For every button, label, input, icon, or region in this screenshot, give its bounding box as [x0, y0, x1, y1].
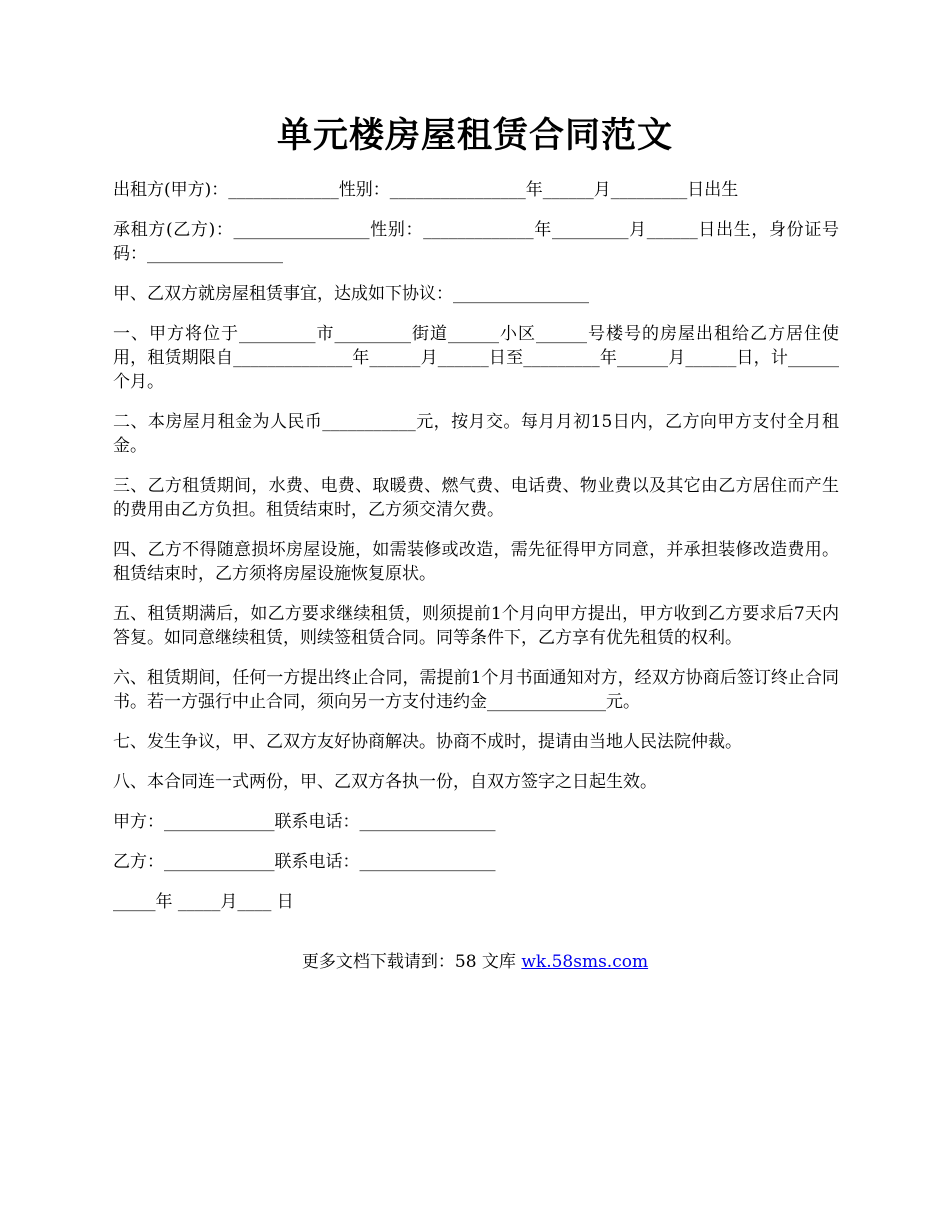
- clause-4: 四、乙方不得随意损坏房屋设施，如需装修或改造，需先征得甲方同意，并承担装修改造费用。租赁结束时，乙方须将房屋设施恢复原状。: [113, 540, 839, 584]
- clause-6: 六、租赁期间，任何一方提出终止合同，需提前1个月书面通知对方，经双方协商后签订终止合同书。若一方强行中止合同，须向另一方支付违约金______________元。: [113, 668, 839, 712]
- party-b-signature: 乙方：_____________联系电话：________________: [113, 852, 496, 872]
- clause-7: 七、发生争议，甲、乙双方友好协商解决。协商不成时，提请由当地人民法院仲裁。: [113, 732, 742, 752]
- footer-prefix: 更多文档下载请到：58 文库: [301, 952, 522, 972]
- clause-8: 八、本合同连一式两份，甲、乙双方各执一份，自双方签字之日起生效。: [113, 772, 657, 792]
- signing-date: _____年 _____月____ 日: [113, 892, 294, 912]
- clause-2: 二、本房屋月租金为人民币___________元，按月交。每月月初15日内，乙方向甲方支付全月租金。: [113, 412, 839, 456]
- agreement-intro: 甲、乙双方就房屋租赁事宜，达成如下协议：________________: [113, 284, 589, 304]
- party-a-signature: 甲方：_____________联系电话：________________: [113, 812, 496, 832]
- clause-1: 一、甲方将位于_________市_________街道______小区______号楼号的房屋出租给乙方居住使用，租赁期限自______________年______月______日至_________年______月______日，计______个月。: [113, 324, 839, 392]
- clause-3: 三、乙方租赁期间，水费、电费、取暖费、燃气费、电话费、物业费以及其它由乙方居住而产生的费用由乙方负担。租赁结束时，乙方须交清欠费。: [113, 476, 839, 520]
- footer-link[interactable]: wk.58sms.com: [521, 952, 649, 972]
- document-body: [113, 178, 839, 930]
- footer-download-note: [0, 950, 950, 974]
- document-title: 单元楼房屋租赁合同范文: [276, 115, 673, 156]
- lessee-info: 承租方(乙方)：________________性别：_____________年_________月______日出生，身份证号码：________________: [113, 220, 839, 264]
- clause-5: 五、租赁期满后，如乙方要求继续租赁，则须提前1个月向甲方提出，甲方收到乙方要求后7天内答复。如同意继续租赁，则续签租赁合同。同等条件下，乙方享有优先租赁的权利。: [113, 604, 839, 648]
- lessor-info: 出租方(甲方)：_____________性别：________________年______月_________日出生: [113, 180, 739, 200]
